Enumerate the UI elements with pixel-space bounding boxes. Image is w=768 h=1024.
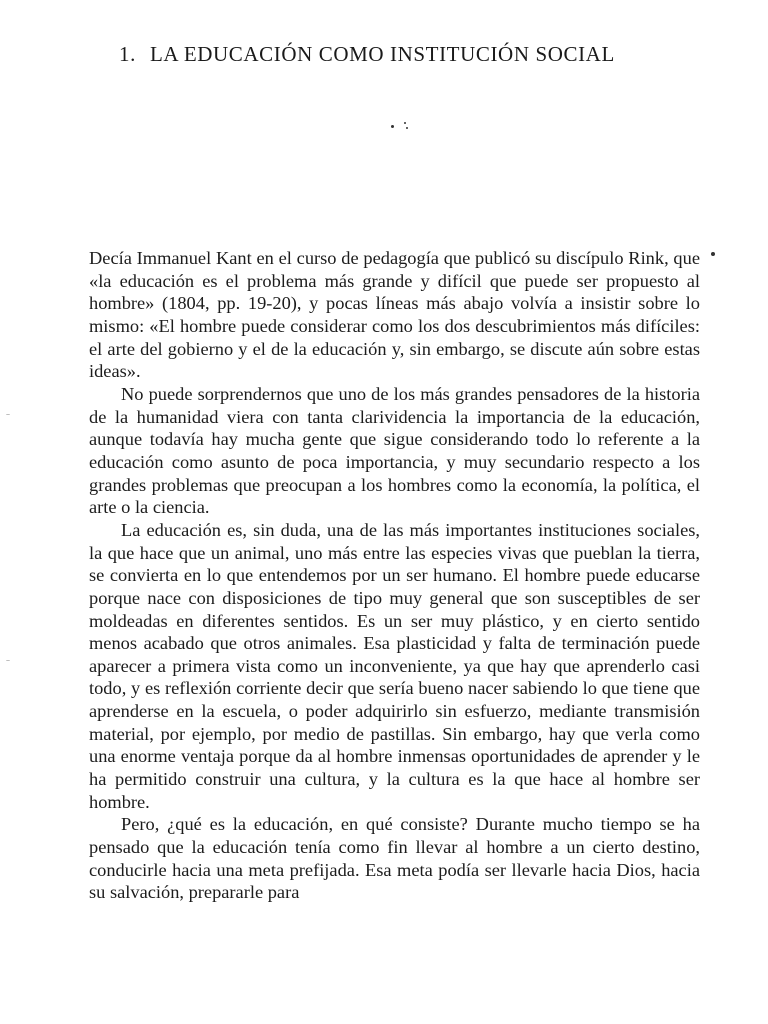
scan-speck [406,127,408,129]
chapter-title-text: LA EDUCACIÓN COMO INSTITUCIÓN SOCIAL [149,42,615,66]
chapter-number: 1. [119,42,136,66]
scan-speck [6,660,10,661]
scan-speck [404,122,406,124]
paragraph: Pero, ¿qué es la educación, en qué consiste? Durante mucho tiempo se ha pensado que la educación tenía como fin llevar al hombre a un cierto destino, conducirle hacia una meta prefijada. Esa meta podía ser llevarle hacia Dios, hacia su salvación, prepararle para [89,814,700,903]
scan-speck [6,414,10,415]
chapter-heading [119,42,615,67]
paragraph: La educación es, sin duda, una de las más importantes instituciones sociales, la que hace que un animal, uno más entre las especies vivas que pueblan la tierra, se convierta en lo que entendemos por un ser humano. El hombre puede educarse porque nace con disposiciones de tipo muy general que son susceptibles de ser moldeadas en diferentes sentidos. Es un ser muy plástico, y en cierto sentido menos acabado que otros animales. Esa plasticidad y falta de terminación puede aparecer a primera vista como un inconveniente, ya que hay que aprenderlo casi todo, y es reflexión corriente decir que sería bueno nacer sabiendo lo que tiene que aprenderse en la escuela, o poder adquirirlo sin esfuerzo, mediante transmisión material, por ejemplo, por medio de pastillas. Sin embargo, hay que verla como una enorme ventaja porque da al hombre inmensas oportunidades de aprender y le ha permitido construir una cultura, y la cultura es la que hace al hombre ser hombre. [89,519,700,812]
scan-speck [711,252,715,256]
paragraph: Decía Immanuel Kant en el curso de pedagogía que publicó su discípulo Rink, que «la educación es el problema más grande y difícil que puede ser propuesto al hombre» (1804, pp. 19-20), y pocas líneas más abajo volvía a insistir sobre lo mismo: «El hombre puede considerar como los dos descubrimientos más difíciles: el arte del gobierno y el de la educación y, sin embargo, se discute aún sobre estas ideas». [89,248,700,382]
paragraph: No puede sorprendernos que uno de los más grandes pensadores de la historia de la humanidad viera con tanta clarividencia la importancia de la educación, aunque todavía hay mucha gente que sigue considerando todo lo referente a la educación como asunto de poca importancia, y muy secundario respecto a los grandes problemas que preocupan a los hombres como la economía, la política, el arte o la ciencia. [89,383,700,518]
body-text [89,247,700,904]
scan-speck [391,125,394,128]
